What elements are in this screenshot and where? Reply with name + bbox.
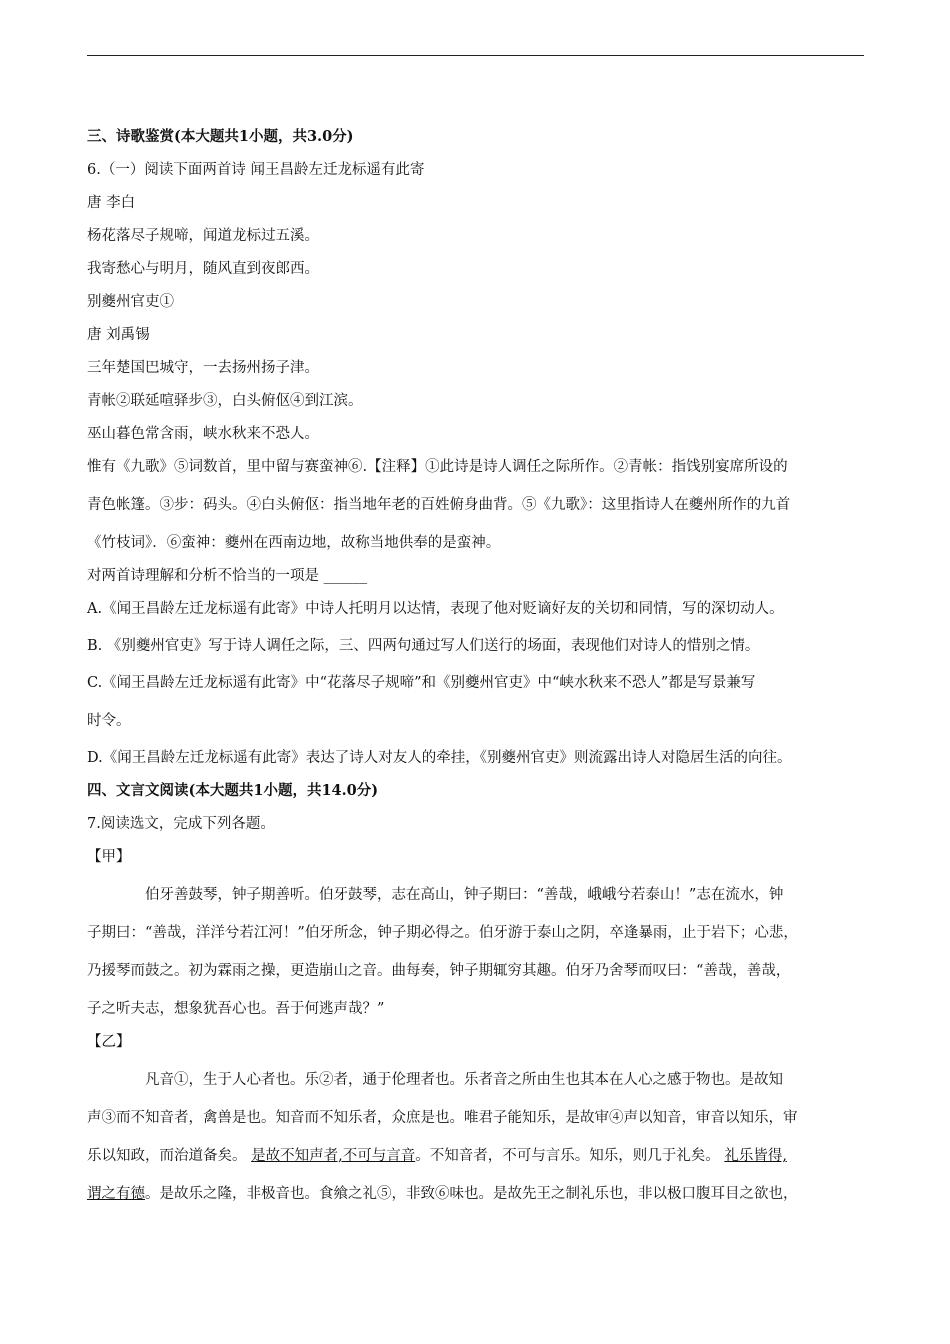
option-c-line-1: C.《闻王昌龄左迁龙标遥有此寄》中“花落尽子规啼”和《别夔州官吏》中“峡水秋来不恐人”都是写景兼写 (87, 675, 756, 691)
poem-2-author: 唐 刘禹锡 (87, 327, 150, 343)
section-3-heading: 三、诗歌鉴赏(本大题共1小题，共3.0分) (87, 128, 354, 145)
passage-jia-line-1: 伯牙善鼓琴，钟子期善听。伯牙鼓琴，志在高山，钟子期曰：“善哉，峨峨兮若泰山！”志在流水，钟 (145, 887, 784, 903)
poem-1-author: 唐 李白 (87, 195, 136, 211)
poem-1-line-2: 我寄愁心与明月，随风直到夜郎西。 (87, 261, 319, 277)
passage-yi-line-4-rest: 。是故乐之隆，非极音也。食飨之礼⑤，非致⑥味也。是故先王之制礼乐也，非以极口腹耳目之欲也， (145, 1186, 798, 1202)
underlined-sentence-2-start: 礼乐皆得, (724, 1148, 787, 1164)
passage-yi-line-3-start: 乐以知政，而治道备矣。 (87, 1148, 252, 1164)
passage-jia-line-2: 子期曰：“善哉，洋洋兮若江河！”伯牙所念，钟子期必得之。伯牙游于泰山之阴，卒逢暴雨，止于岩下；心悲， (87, 925, 798, 941)
question-6-intro: 6.（一）阅读下面两首诗 闻王昌龄左迁龙标遥有此寄 (87, 162, 425, 178)
option-a: A.《闻王昌龄左迁龙标遥有此寄》中诗人托明月以达情，表现了他对贬谪好友的关切和同情，写的深切动人。 (87, 601, 784, 617)
document-body (87, 126, 867, 1205)
poem-2-title: 别夔州官吏① (87, 294, 174, 310)
question-6-prompt: 对两首诗理解和分析不恰当的一项是 ______ (87, 568, 368, 584)
option-b: B. 《别夔州官吏》写于诗人调任之际，三、四两句通过写人们送行的场面，表现他们对诗人的惜别之情。 (87, 638, 760, 654)
passage-yi-line-4 (87, 1183, 867, 1205)
passage-jia-line-4: 子之听夫志，想象犹吾心也。吾于何逃声哉？” (87, 1001, 385, 1017)
poem-2-line-4-notes: 惟有《九歌》⑤词数首，里中留与赛蛮神⑥.【注释】①此诗是诗人调任之际所作。②青帐：指饯别宴席所设的 (87, 459, 788, 475)
passage-yi-line-2: 声③而不知音者，禽兽是也。知音而不知乐者，众庶是也。唯君子能知乐，是故审④声以知音，审音以知乐，审 (87, 1110, 798, 1126)
header-rule (87, 55, 864, 56)
notes-line-2: 青色帐篷。③步：码头。④白头俯伛：指当地年老的百姓俯身曲背。⑤《九歌》：这里指诗人在夔州所作的九首 (87, 497, 791, 513)
underlined-sentence-1: 是故不知声者,不可与言音 (251, 1148, 416, 1164)
poem-2-line-2: 青帐②联延喧驿步③，白头俯伛④到江滨。 (87, 393, 363, 409)
passage-yi-line-3-middle: 。不知音者，不可与言乐。知乐，则几于礼矣。 (415, 1148, 725, 1164)
poem-2-line-1: 三年楚国巴城守，一去扬州扬子津。 (87, 360, 319, 376)
section-4-heading: 四、文言文阅读(本大题共1小题，共14.0分) (87, 782, 379, 799)
option-d: D.《闻王昌龄左迁龙标遥有此寄》表达了诗人对友人的牵挂，《别夔州官吏》则流露出诗人对隐居生活的向往。 (87, 750, 792, 766)
passage-jia-line-3: 乃援琴而鼓之。初为霖雨之操，更造崩山之音。曲每奏，钟子期辄穷其趣。伯牙乃舍琴而叹曰：“善哉，善哉， (87, 963, 791, 979)
underlined-sentence-2-end: 谓之有德 (87, 1186, 145, 1202)
poem-1-line-1: 杨花落尽子规啼，闻道龙标过五溪。 (87, 228, 319, 244)
question-7-intro: 7.阅读选文，完成下列各题。 (87, 816, 275, 832)
option-c-line-2: 时令。 (87, 713, 131, 729)
notes-line-3: 《竹枝词》．⑥蛮神：夔州在西南边地，故称当地供奉的是蛮神。 (87, 535, 501, 551)
passage-yi-line-3 (87, 1145, 867, 1167)
passage-yi-label: 【乙】 (87, 1034, 131, 1050)
poem-2-line-3: 巫山暮色常含雨，峡水秋来不恐人。 (87, 426, 319, 442)
passage-yi-line-1: 凡音①，生于人心者也。乐②者，通于伦理者也。乐者音之所由生也其本在人心之感于物也。是故知 (145, 1072, 783, 1088)
passage-jia-label: 【甲】 (87, 849, 131, 865)
